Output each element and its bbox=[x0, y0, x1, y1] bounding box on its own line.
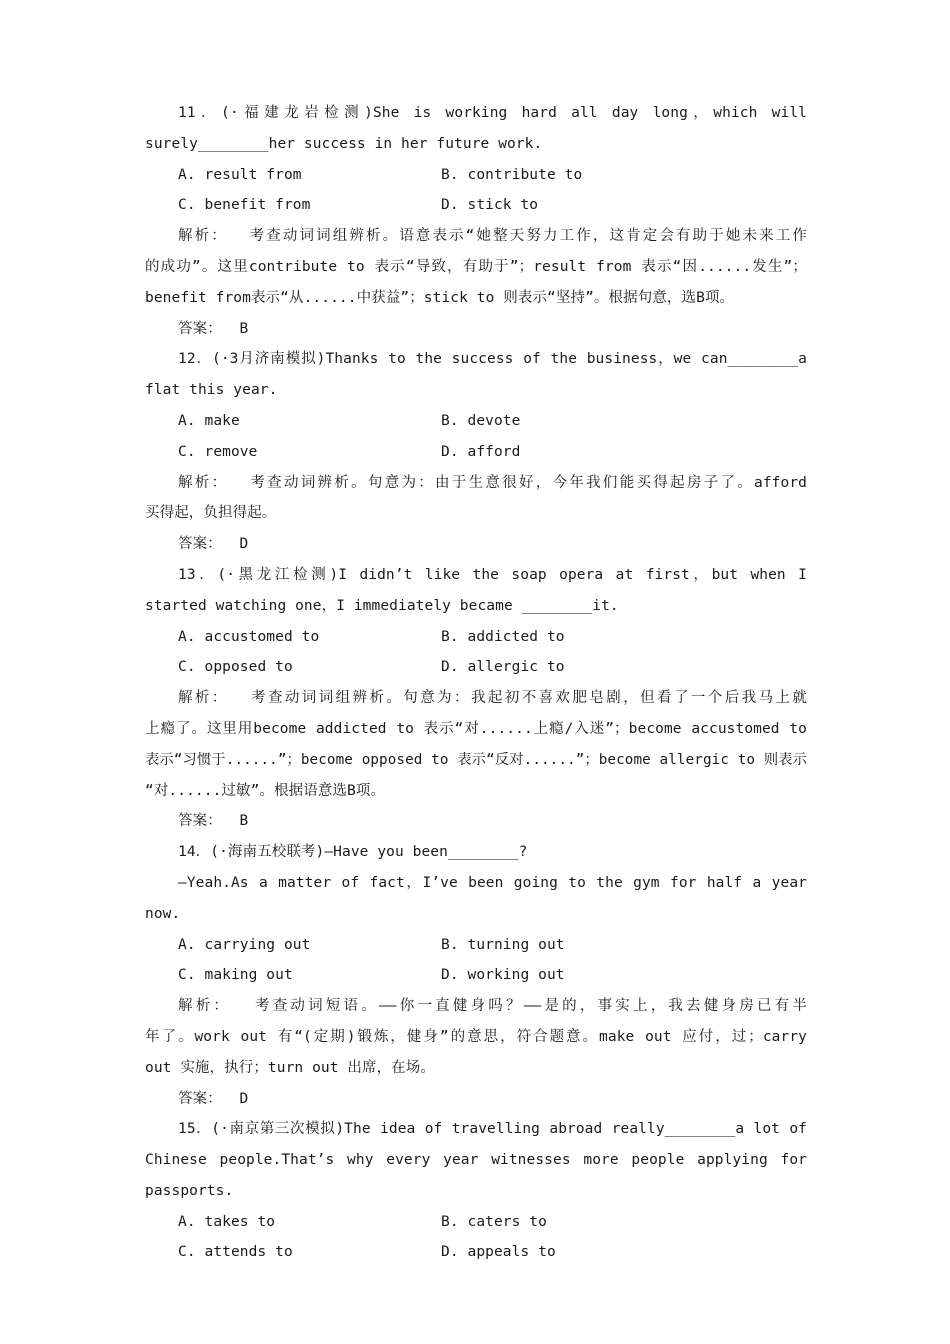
question-stem-line: started watching one，I immediately became ________it. bbox=[145, 597, 619, 614]
options-row bbox=[145, 1207, 807, 1238]
options-row bbox=[145, 160, 807, 191]
question-stem-line: 15．(·南京第三次模拟)The idea of travelling abroad really________a lot of bbox=[178, 1121, 807, 1138]
option-b: B. addicted to bbox=[441, 628, 565, 645]
answer-line: 答案： B bbox=[178, 813, 249, 830]
option-d: D. stick to bbox=[441, 197, 539, 214]
answer-line: 答案： D bbox=[178, 536, 249, 553]
option-a: A. result from bbox=[178, 166, 302, 183]
option-b: B. devote bbox=[441, 412, 521, 429]
option-b: B. contribute to bbox=[441, 166, 583, 183]
analysis-line: 解析： 考查动词辨析。句意为：由于生意很好，今年我们能买得起房子了。afford bbox=[178, 474, 807, 491]
question-stem-line: 11．(·福建龙岩检测)She is working hard all day long，which will bbox=[178, 105, 807, 121]
option-b: B. caters to bbox=[441, 1213, 547, 1230]
answer-line: 答案： B bbox=[178, 320, 249, 337]
question-stem-line: Chinese people.That’s why every year witnesses more people applying for bbox=[145, 1152, 807, 1169]
question-stem-line: passports. bbox=[145, 1182, 234, 1199]
analysis-line: 上瘾了。这里用become addicted to 表示“对......上瘾/入迷”；become accustomed to bbox=[145, 720, 807, 737]
options-row bbox=[145, 652, 807, 683]
analysis-line: out 实施，执行；turn out 出席，在场。 bbox=[145, 1059, 435, 1076]
option-c: C. attends to bbox=[178, 1244, 293, 1261]
option-c: C. opposed to bbox=[178, 659, 293, 676]
option-a: A. carrying out bbox=[178, 936, 311, 953]
analysis-line: 表示“习惯于......”；become opposed to 表示“反对......”；become allergic to 则表示 bbox=[145, 751, 807, 768]
analysis-line: 的成功”。这里contribute to 表示“导致，有助于”；result from 表示“因......发生”； bbox=[145, 258, 807, 275]
analysis-line: 解析： 考查动词词组辨析。语意表示“她整天努力工作，这肯定会有助于她未来工作 bbox=[178, 228, 807, 245]
question-stem-line: surely________her success in her future work. bbox=[145, 135, 543, 152]
option-a: A. takes to bbox=[178, 1213, 276, 1230]
options-row bbox=[145, 960, 807, 991]
option-b: B. turning out bbox=[441, 936, 565, 953]
question-14 bbox=[145, 837, 807, 1114]
analysis-line: 解析： 考查动词词组辨析。句意为：我起初不喜欢肥皂剧，但看了一个后我马上就 bbox=[178, 690, 807, 707]
question-stem-line: 13．(·黑龙江检测)I didn’t like the soap opera at first，but when I bbox=[178, 566, 807, 583]
question-13 bbox=[145, 560, 807, 837]
options-row bbox=[145, 930, 807, 961]
analysis-line: 年了。work out 有“(定期)锻炼，健身”的意思，符合题意。make out 应付，过；carry bbox=[145, 1028, 807, 1045]
question-stem-line: 14．(·海南五校联考)—Have you been________? bbox=[178, 844, 528, 861]
analysis-line: benefit from表示“从......中获益”；stick to 则表示“坚持”。根据句意，选B项。 bbox=[145, 289, 735, 306]
option-d: D. working out bbox=[441, 967, 565, 984]
option-d: D. appeals to bbox=[441, 1244, 556, 1261]
option-d: D. afford bbox=[441, 443, 521, 460]
question-stem-line: flat this year. bbox=[145, 382, 278, 399]
question-stem-line: now. bbox=[145, 905, 181, 922]
analysis-line: “对......过敏”。根据语意选B项。 bbox=[145, 782, 386, 799]
options-row bbox=[145, 437, 807, 468]
option-a: A. make bbox=[178, 412, 240, 429]
options-row bbox=[145, 1237, 807, 1268]
option-c: C. benefit from bbox=[178, 197, 311, 214]
options-row bbox=[145, 190, 807, 221]
answer-line: 答案： D bbox=[178, 1090, 249, 1107]
question-stem-line: —Yeah.As a matter of fact，I’ve been going to the gym for half a year bbox=[178, 874, 807, 891]
question-11 bbox=[145, 98, 807, 344]
option-c: C. remove bbox=[178, 443, 258, 460]
option-d: D. allergic to bbox=[441, 659, 565, 676]
option-a: A. accustomed to bbox=[178, 628, 320, 645]
option-c: C. making out bbox=[178, 967, 293, 984]
options-row bbox=[145, 406, 807, 437]
document-page bbox=[145, 98, 807, 1268]
question-15 bbox=[145, 1114, 807, 1268]
options-row bbox=[145, 622, 807, 653]
analysis-line: 解析： 考查动词短语。——你一直健身吗？——是的，事实上，我去健身房已有半 bbox=[178, 998, 807, 1015]
question-stem-line: 12．(·3月济南模拟)Thanks to the success of the business，we can________a bbox=[178, 351, 807, 368]
question-12 bbox=[145, 344, 807, 560]
analysis-line: 买得起，负担得起。 bbox=[145, 505, 277, 522]
